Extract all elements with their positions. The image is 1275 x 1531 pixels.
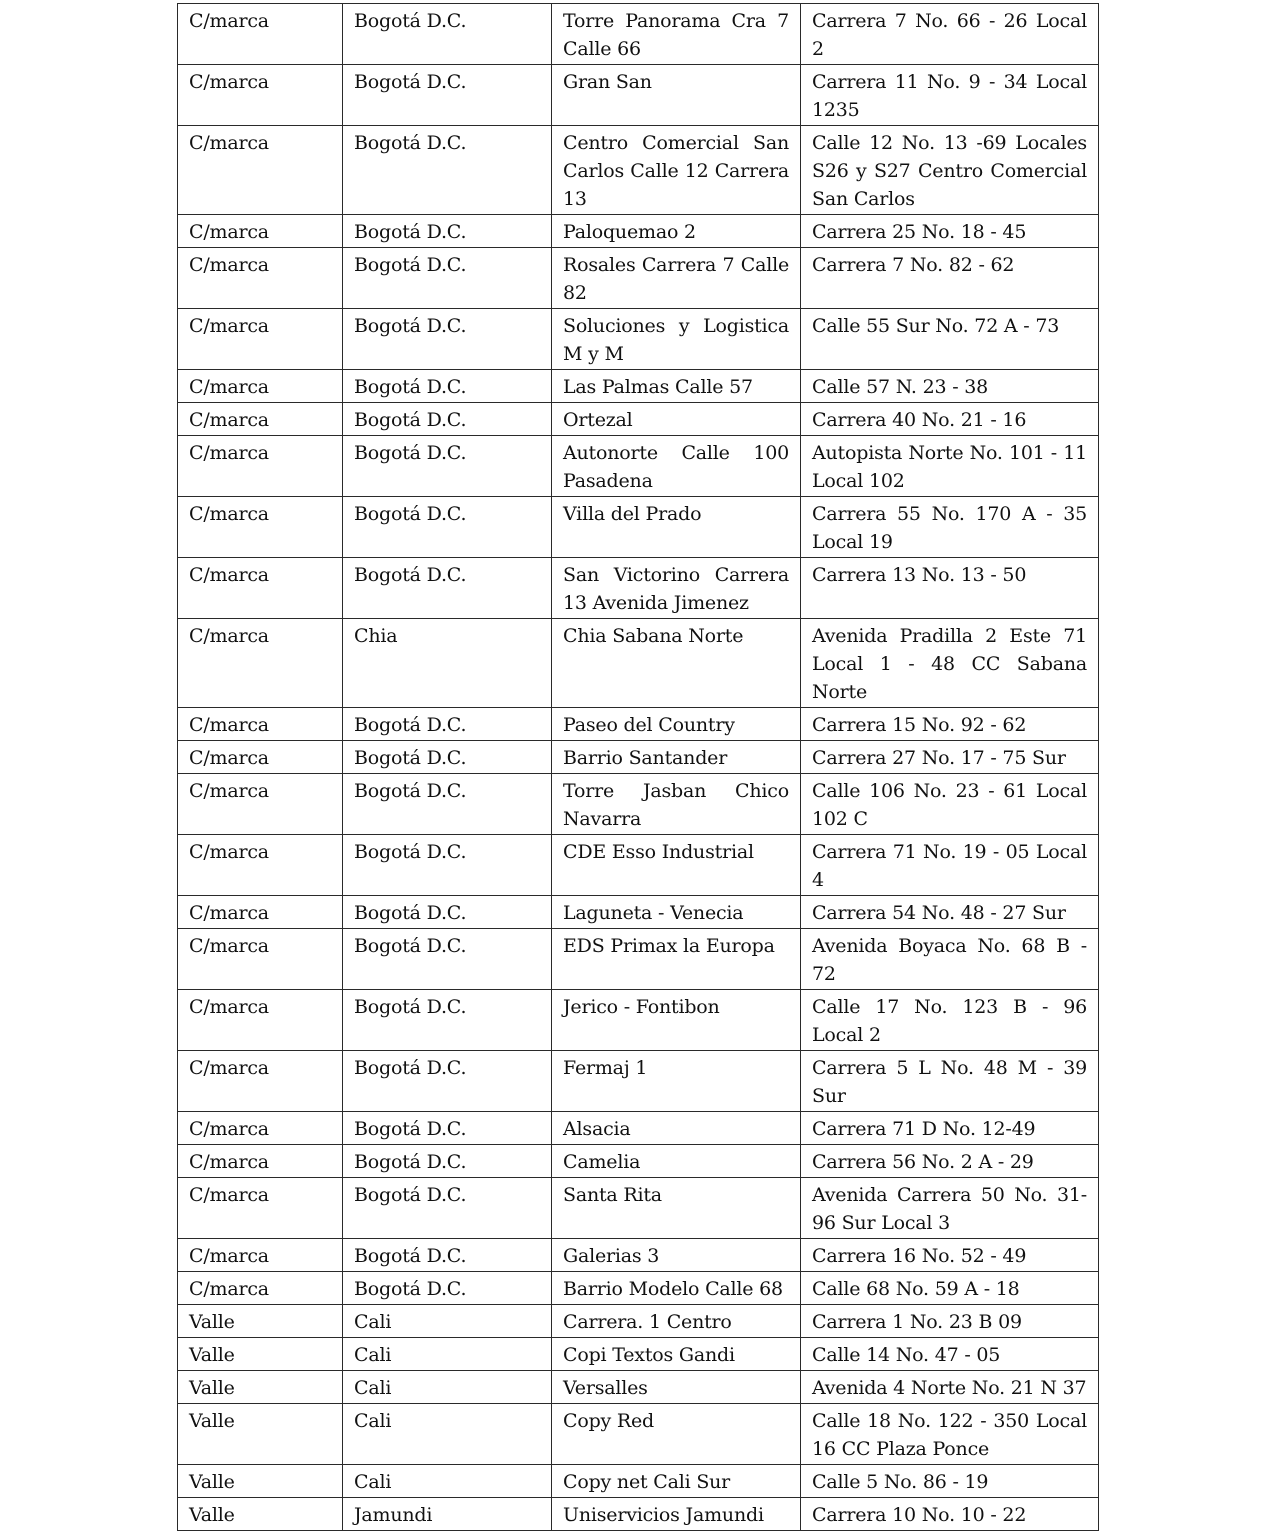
- table-row: [178, 1498, 1099, 1531]
- office-name-cell: Torre Panorama Cra 7 Calle 66: [552, 4, 801, 65]
- address-cell: Carrera 27 No. 17 - 75 Sur: [801, 741, 1099, 774]
- office-name-cell: Versalles: [552, 1371, 801, 1404]
- address-cell: Carrera 54 No. 48 - 27 Sur: [801, 896, 1099, 929]
- city-cell: Bogotá D.C.: [343, 309, 552, 370]
- address-cell: Carrera 15 No. 92 - 62: [801, 708, 1099, 741]
- city-cell: Bogotá D.C.: [343, 1051, 552, 1112]
- address-cell: Carrera 55 No. 170 A - 35 Local 19: [801, 497, 1099, 558]
- office-name-cell: Carrera. 1 Centro: [552, 1305, 801, 1338]
- table-row: [178, 248, 1099, 309]
- table-row: [178, 436, 1099, 497]
- table-row: [178, 403, 1099, 436]
- table-row: [178, 990, 1099, 1051]
- table-row: [178, 835, 1099, 896]
- table-row: [178, 1239, 1099, 1272]
- office-name-cell: Barrio Modelo Calle 68: [552, 1272, 801, 1305]
- office-name-cell: Copy Red: [552, 1404, 801, 1465]
- city-cell: Cali: [343, 1338, 552, 1371]
- address-cell: Calle 12 No. 13 -69 Locales S26 y S27 Centro Comercial San Carlos: [801, 126, 1099, 215]
- department-cell: C/marca: [178, 497, 343, 558]
- address-cell: Carrera 71 No. 19 - 05 Local 4: [801, 835, 1099, 896]
- office-name-cell: Paseo del Country: [552, 708, 801, 741]
- department-cell: C/marca: [178, 436, 343, 497]
- department-cell: C/marca: [178, 126, 343, 215]
- city-cell: Bogotá D.C.: [343, 929, 552, 990]
- address-cell: Avenida 4 Norte No. 21 N 37: [801, 1371, 1099, 1404]
- office-name-cell: Las Palmas Calle 57: [552, 370, 801, 403]
- office-name-cell: Gran San: [552, 65, 801, 126]
- table-row: [178, 619, 1099, 708]
- table-row: [178, 741, 1099, 774]
- city-cell: Bogotá D.C.: [343, 774, 552, 835]
- address-cell: Carrera 56 No. 2 A - 29: [801, 1145, 1099, 1178]
- table-row: [178, 1112, 1099, 1145]
- table-row: [178, 1178, 1099, 1239]
- office-name-cell: Uniservicios Jamundi: [552, 1498, 801, 1531]
- city-cell: Cali: [343, 1404, 552, 1465]
- city-cell: Bogotá D.C.: [343, 248, 552, 309]
- address-cell: Carrera 7 No. 82 - 62: [801, 248, 1099, 309]
- office-name-cell: Villa del Prado: [552, 497, 801, 558]
- table-row: [178, 896, 1099, 929]
- department-cell: C/marca: [178, 65, 343, 126]
- department-cell: C/marca: [178, 1272, 343, 1305]
- department-cell: C/marca: [178, 1178, 343, 1239]
- address-cell: Calle 18 No. 122 - 350 Local 16 CC Plaza Ponce: [801, 1404, 1099, 1465]
- office-name-cell: Alsacia: [552, 1112, 801, 1145]
- address-cell: Carrera 16 No. 52 - 49: [801, 1239, 1099, 1272]
- table-row: [178, 370, 1099, 403]
- address-cell: Avenida Boyaca No. 68 B - 72: [801, 929, 1099, 990]
- department-cell: C/marca: [178, 1112, 343, 1145]
- city-cell: Bogotá D.C.: [343, 896, 552, 929]
- address-cell: Calle 55 Sur No. 72 A - 73: [801, 309, 1099, 370]
- office-name-cell: Fermaj 1: [552, 1051, 801, 1112]
- department-cell: C/marca: [178, 1239, 343, 1272]
- address-cell: Autopista Norte No. 101 - 11 Local 102: [801, 436, 1099, 497]
- department-cell: C/marca: [178, 215, 343, 248]
- city-cell: Bogotá D.C.: [343, 215, 552, 248]
- department-cell: Valle: [178, 1338, 343, 1371]
- city-cell: Bogotá D.C.: [343, 1272, 552, 1305]
- table-row: [178, 1051, 1099, 1112]
- city-cell: Bogotá D.C.: [343, 835, 552, 896]
- table-row: [178, 1305, 1099, 1338]
- department-cell: C/marca: [178, 619, 343, 708]
- address-cell: Carrera 40 No. 21 - 16: [801, 403, 1099, 436]
- office-name-cell: Barrio Santander: [552, 741, 801, 774]
- department-cell: Valle: [178, 1465, 343, 1498]
- department-cell: C/marca: [178, 558, 343, 619]
- address-cell: Avenida Carrera 50 No. 31-96 Sur Local 3: [801, 1178, 1099, 1239]
- address-cell: Calle 57 N. 23 - 38: [801, 370, 1099, 403]
- department-cell: C/marca: [178, 741, 343, 774]
- address-cell: Carrera 1 No. 23 B 09: [801, 1305, 1099, 1338]
- department-cell: C/marca: [178, 4, 343, 65]
- office-name-cell: Chia Sabana Norte: [552, 619, 801, 708]
- city-cell: Bogotá D.C.: [343, 403, 552, 436]
- department-cell: Valle: [178, 1371, 343, 1404]
- city-cell: Bogotá D.C.: [343, 370, 552, 403]
- table-row: [178, 65, 1099, 126]
- city-cell: Bogotá D.C.: [343, 1112, 552, 1145]
- city-cell: Chia: [343, 619, 552, 708]
- address-cell: Calle 14 No. 47 - 05: [801, 1338, 1099, 1371]
- office-name-cell: Jerico - Fontibon: [552, 990, 801, 1051]
- offices-table: [177, 3, 1099, 1531]
- office-name-cell: Rosales Carrera 7 Calle 82: [552, 248, 801, 309]
- city-cell: Jamundi: [343, 1498, 552, 1531]
- department-cell: Valle: [178, 1404, 343, 1465]
- city-cell: Bogotá D.C.: [343, 4, 552, 65]
- city-cell: Bogotá D.C.: [343, 558, 552, 619]
- city-cell: Bogotá D.C.: [343, 741, 552, 774]
- table-row: [178, 497, 1099, 558]
- department-cell: Valle: [178, 1498, 343, 1531]
- address-cell: Carrera 10 No. 10 - 22: [801, 1498, 1099, 1531]
- table-row: [178, 215, 1099, 248]
- table-row: [178, 1404, 1099, 1465]
- address-cell: Carrera 7 No. 66 - 26 Local 2: [801, 4, 1099, 65]
- department-cell: C/marca: [178, 370, 343, 403]
- city-cell: Cali: [343, 1465, 552, 1498]
- office-name-cell: Paloquemao 2: [552, 215, 801, 248]
- address-cell: Avenida Pradilla 2 Este 71 Local 1 - 48 CC Sabana Norte: [801, 619, 1099, 708]
- department-cell: C/marca: [178, 774, 343, 835]
- office-name-cell: San Victorino Carrera 13 Avenida Jimenez: [552, 558, 801, 619]
- offices-table-body: [178, 4, 1099, 1531]
- office-name-cell: Laguneta - Venecia: [552, 896, 801, 929]
- department-cell: C/marca: [178, 990, 343, 1051]
- office-name-cell: Copi Textos Gandi: [552, 1338, 801, 1371]
- office-name-cell: CDE Esso Industrial: [552, 835, 801, 896]
- department-cell: C/marca: [178, 708, 343, 741]
- department-cell: C/marca: [178, 929, 343, 990]
- address-cell: Calle 68 No. 59 A - 18: [801, 1272, 1099, 1305]
- address-cell: Carrera 5 L No. 48 M - 39 Sur: [801, 1051, 1099, 1112]
- office-name-cell: Centro Comercial San Carlos Calle 12 Carrera 13: [552, 126, 801, 215]
- table-row: [178, 1371, 1099, 1404]
- city-cell: Cali: [343, 1371, 552, 1404]
- department-cell: C/marca: [178, 896, 343, 929]
- department-cell: C/marca: [178, 403, 343, 436]
- city-cell: Bogotá D.C.: [343, 497, 552, 558]
- city-cell: Bogotá D.C.: [343, 1239, 552, 1272]
- department-cell: C/marca: [178, 1051, 343, 1112]
- table-row: [178, 309, 1099, 370]
- department-cell: C/marca: [178, 248, 343, 309]
- table-row: [178, 1272, 1099, 1305]
- city-cell: Bogotá D.C.: [343, 436, 552, 497]
- department-cell: C/marca: [178, 309, 343, 370]
- city-cell: Bogotá D.C.: [343, 126, 552, 215]
- address-cell: Carrera 11 No. 9 - 34 Local 1235: [801, 65, 1099, 126]
- table-row: [178, 1338, 1099, 1371]
- table-row: [178, 929, 1099, 990]
- office-name-cell: EDS Primax la Europa: [552, 929, 801, 990]
- department-cell: C/marca: [178, 1145, 343, 1178]
- department-cell: Valle: [178, 1305, 343, 1338]
- table-row: [178, 1145, 1099, 1178]
- city-cell: Bogotá D.C.: [343, 65, 552, 126]
- address-cell: Calle 106 No. 23 - 61 Local 102 C: [801, 774, 1099, 835]
- office-name-cell: Autonorte Calle 100 Pasadena: [552, 436, 801, 497]
- office-name-cell: Santa Rita: [552, 1178, 801, 1239]
- table-row: [178, 1465, 1099, 1498]
- table-row: [178, 708, 1099, 741]
- city-cell: Bogotá D.C.: [343, 1145, 552, 1178]
- office-name-cell: Ortezal: [552, 403, 801, 436]
- office-name-cell: Camelia: [552, 1145, 801, 1178]
- table-row: [178, 126, 1099, 215]
- office-name-cell: Galerias 3: [552, 1239, 801, 1272]
- address-cell: Carrera 25 No. 18 - 45: [801, 215, 1099, 248]
- city-cell: Bogotá D.C.: [343, 708, 552, 741]
- city-cell: Bogotá D.C.: [343, 990, 552, 1051]
- address-cell: Calle 5 No. 86 - 19: [801, 1465, 1099, 1498]
- address-cell: Carrera 13 No. 13 - 50: [801, 558, 1099, 619]
- city-cell: Cali: [343, 1305, 552, 1338]
- address-cell: Carrera 71 D No. 12-49: [801, 1112, 1099, 1145]
- table-row: [178, 4, 1099, 65]
- city-cell: Bogotá D.C.: [343, 1178, 552, 1239]
- office-name-cell: Torre Jasban Chico Navarra: [552, 774, 801, 835]
- address-cell: Calle 17 No. 123 B - 96 Local 2: [801, 990, 1099, 1051]
- office-name-cell: Soluciones y Logistica M y M: [552, 309, 801, 370]
- table-row: [178, 558, 1099, 619]
- department-cell: C/marca: [178, 835, 343, 896]
- office-name-cell: Copy net Cali Sur: [552, 1465, 801, 1498]
- table-row: [178, 774, 1099, 835]
